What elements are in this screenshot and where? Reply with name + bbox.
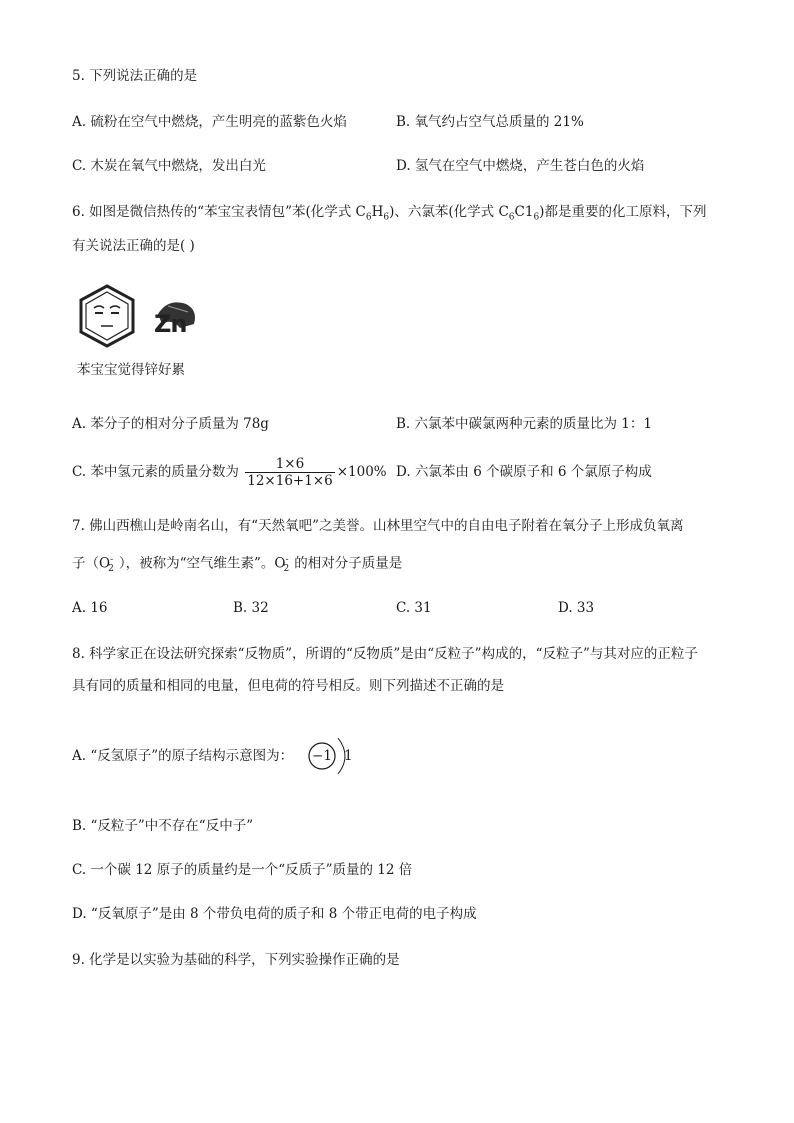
q5-option-b: B. 氧气约占空气总质量的 21% — [396, 114, 584, 130]
superoxide-ion-formula-2: $O^-_2$ — [274, 555, 290, 575]
q8-option-d: D. “反氧原子”是由 8 个带负电荷的质子和 8 个带正电荷的电子构成 — [72, 906, 477, 922]
q7-option-b: B. 32 — [233, 600, 269, 616]
q6-stem-line1: 6. 如图是微信热传的“苯宝宝表情包”苯(化学式 $C_6H_6$)、六氯苯(化学式 $C_6C1_6$)都是重要的化工原料，下列 — [72, 204, 707, 223]
q5-stem: 5. 下列说法正确的是 — [72, 68, 198, 84]
q5-option-d: D. 氢气在空气中燃烧，产生苍白色的火焰 — [396, 158, 645, 174]
q6-option-d: D. 六氯苯由 6 个碳原子和 6 个氯原子构成 — [396, 464, 652, 480]
q7-option-a: A. 16 — [72, 600, 108, 616]
superoxide-ion-formula: $O^-_2$ — [99, 555, 114, 575]
q6-option-c: C. 苯中氢元素的质量分数为 $\frac{1\times 6}{12\times 16+1\times 6}$ ×100% — [72, 456, 387, 489]
zn-symbol: Zn — [154, 310, 187, 338]
q7-option-c: C. 31 — [396, 600, 432, 616]
electron-count: 1 — [344, 748, 353, 764]
anti-hydrogen-atom-diagram — [306, 734, 356, 778]
q6-option-a: A. 苯分子的相对分子质量为 78g — [72, 416, 269, 432]
q8-stem-line2: 具有同的质量和相同的电量，但电荷的符号相反。则下列描述不正确的是 — [72, 678, 504, 694]
q6-option-c-fraction: $\frac{1\times 6}{12\times 16+1\times 6}$ — [247, 456, 333, 489]
benzene-meme-image — [76, 284, 216, 350]
q5-option-c: C. 木炭在氧气中燃烧，发出白光 — [72, 158, 266, 174]
q8-option-c: C. 一个碳 12 原子的质量约是一个“反质子”质量的 12 倍 — [72, 862, 413, 878]
q7-stem-line1: 7. 佛山西樵山是岭南名山，有“天然氧吧”之美誉。山林里空气中的自由电子附着在氧分子上形成负氧离 — [72, 518, 684, 534]
q8-option-b: B. “反粒子”中不存在“反中子” — [72, 818, 254, 834]
q8-option-a: A. “反氢原子”的原子结构示意图为： — [72, 748, 294, 764]
q7-stem-line2: 子（$O^-_2$ ），被称为“空气维生素”。$O^-_2$ 的相对分子质量是 — [72, 550, 402, 579]
q8-stem-line1: 8. 科学家正在设法研究探索“反物质”，所谓的“反物质”是由“反粒子”构成的，“反粒子”与其对应的正粒子 — [72, 646, 698, 662]
q7-option-d: D. 33 — [558, 600, 595, 616]
nucleus-charge: −1 — [312, 748, 332, 764]
q5-option-a: A. 硫粉在空气中燃烧，产生明亮的蓝紫色火焰 — [72, 114, 347, 130]
q6-stem-line2: 有关说法正确的是( ) — [72, 238, 195, 254]
q6-option-b: B. 六氯苯中碳氯两种元素的质量比为 1：1 — [396, 416, 652, 432]
benzene-face-icon — [76, 284, 216, 350]
q9-stem: 9. 化学是以实验为基础的科学，下列实验操作正确的是 — [72, 952, 400, 968]
q6-image-caption: 苯宝宝觉得锌好累 — [77, 362, 185, 378]
